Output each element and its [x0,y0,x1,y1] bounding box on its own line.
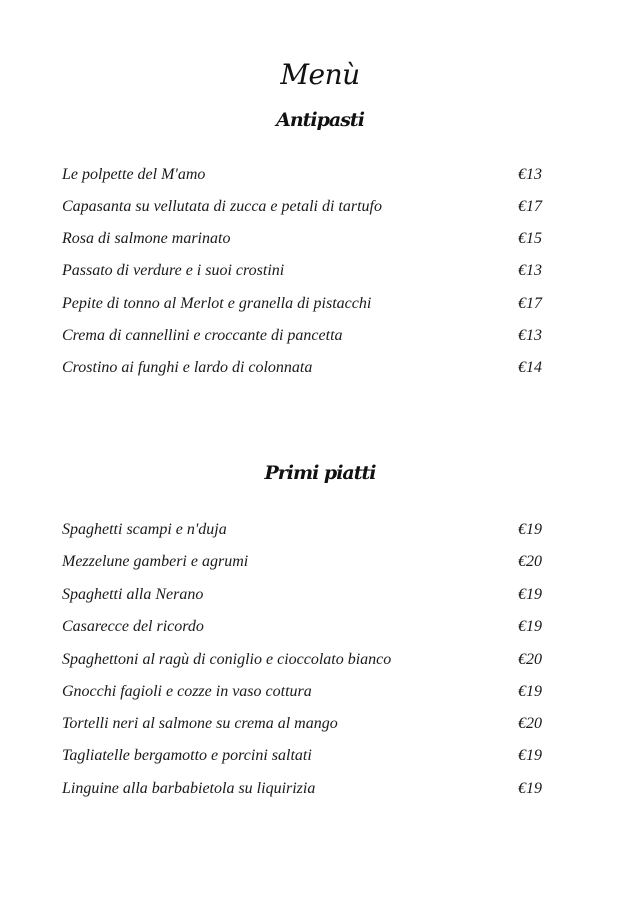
menu-item [62,260,562,282]
menu-item-price: €19 [518,683,542,700]
menu-item [62,164,562,186]
menu-item-name: Spaghetti alla Nerano [62,586,204,603]
menu-item-price: €19 [518,521,542,538]
menu-item-price: €13 [518,166,542,183]
menu-item-name: Mezzelune gamberi e agrumi [62,553,249,570]
menu-item-name: Passato di verdure e i suoi crostini [62,262,285,279]
menu-item [62,745,562,767]
menu-item-price: €19 [518,780,542,797]
menu-item-name: Spaghetti scampi e n'duja [62,521,227,538]
menu-item [62,325,562,347]
menu-item-price: €14 [518,359,542,376]
section-title-primi-piatti: Primi piatti [264,462,376,484]
menu-item-name: Crema di cannellini e croccante di pancetta [62,327,343,344]
menu-title: Menù [280,58,360,91]
menu-item-name: Tortelli neri al salmone su crema al mango [62,715,338,732]
menu-item [62,519,562,541]
menu-item [62,616,562,638]
menu-item-price: €17 [518,198,542,215]
menu-item [62,649,562,671]
menu-item [62,681,562,703]
menu-item-name: Spaghettoni al ragù di coniglio e cioccolato bianco [62,651,392,668]
menu-item-name: Crostino ai funghi e lardo di colonnata [62,359,313,376]
menu-item-price: €13 [518,262,542,279]
menu-item-price: €19 [518,586,542,603]
menu-item-price: €20 [518,651,542,668]
menu-item [62,196,562,218]
menu-item-price: €19 [518,747,542,764]
menu-item-name: Capasanta su vellutata di zucca e petali di tartufo [62,198,382,215]
menu-item [62,584,562,606]
menu-item-name: Tagliatelle bergamotto e porcini saltati [62,747,312,764]
menu-item [62,293,562,315]
menu-item-name: Pepite di tonno al Merlot e granella di pistacchi [62,295,372,312]
menu-item [62,713,562,735]
menu-item-price: €19 [518,618,542,635]
section-title-antipasti: Antipasti [276,109,364,131]
menu-item [62,778,562,800]
menu-item-name: Linguine alla barbabietola su liquirizia [62,780,316,797]
menu-item [62,228,562,250]
menu-item-name: Rosa di salmone marinato [62,230,231,247]
menu-item [62,551,562,573]
menu-item-price: €20 [518,715,542,732]
menu-item-price: €17 [518,295,542,312]
menu-item [62,357,562,379]
menu-item-price: €15 [518,230,542,247]
menu-item-price: €20 [518,553,542,570]
menu-item-name: Gnocchi fagioli e cozze in vaso cottura [62,683,312,700]
menu-item-price: €13 [518,327,542,344]
menu-item-name: Le polpette del M'amo [62,166,206,183]
menu-item-name: Casarecce del ricordo [62,618,204,635]
